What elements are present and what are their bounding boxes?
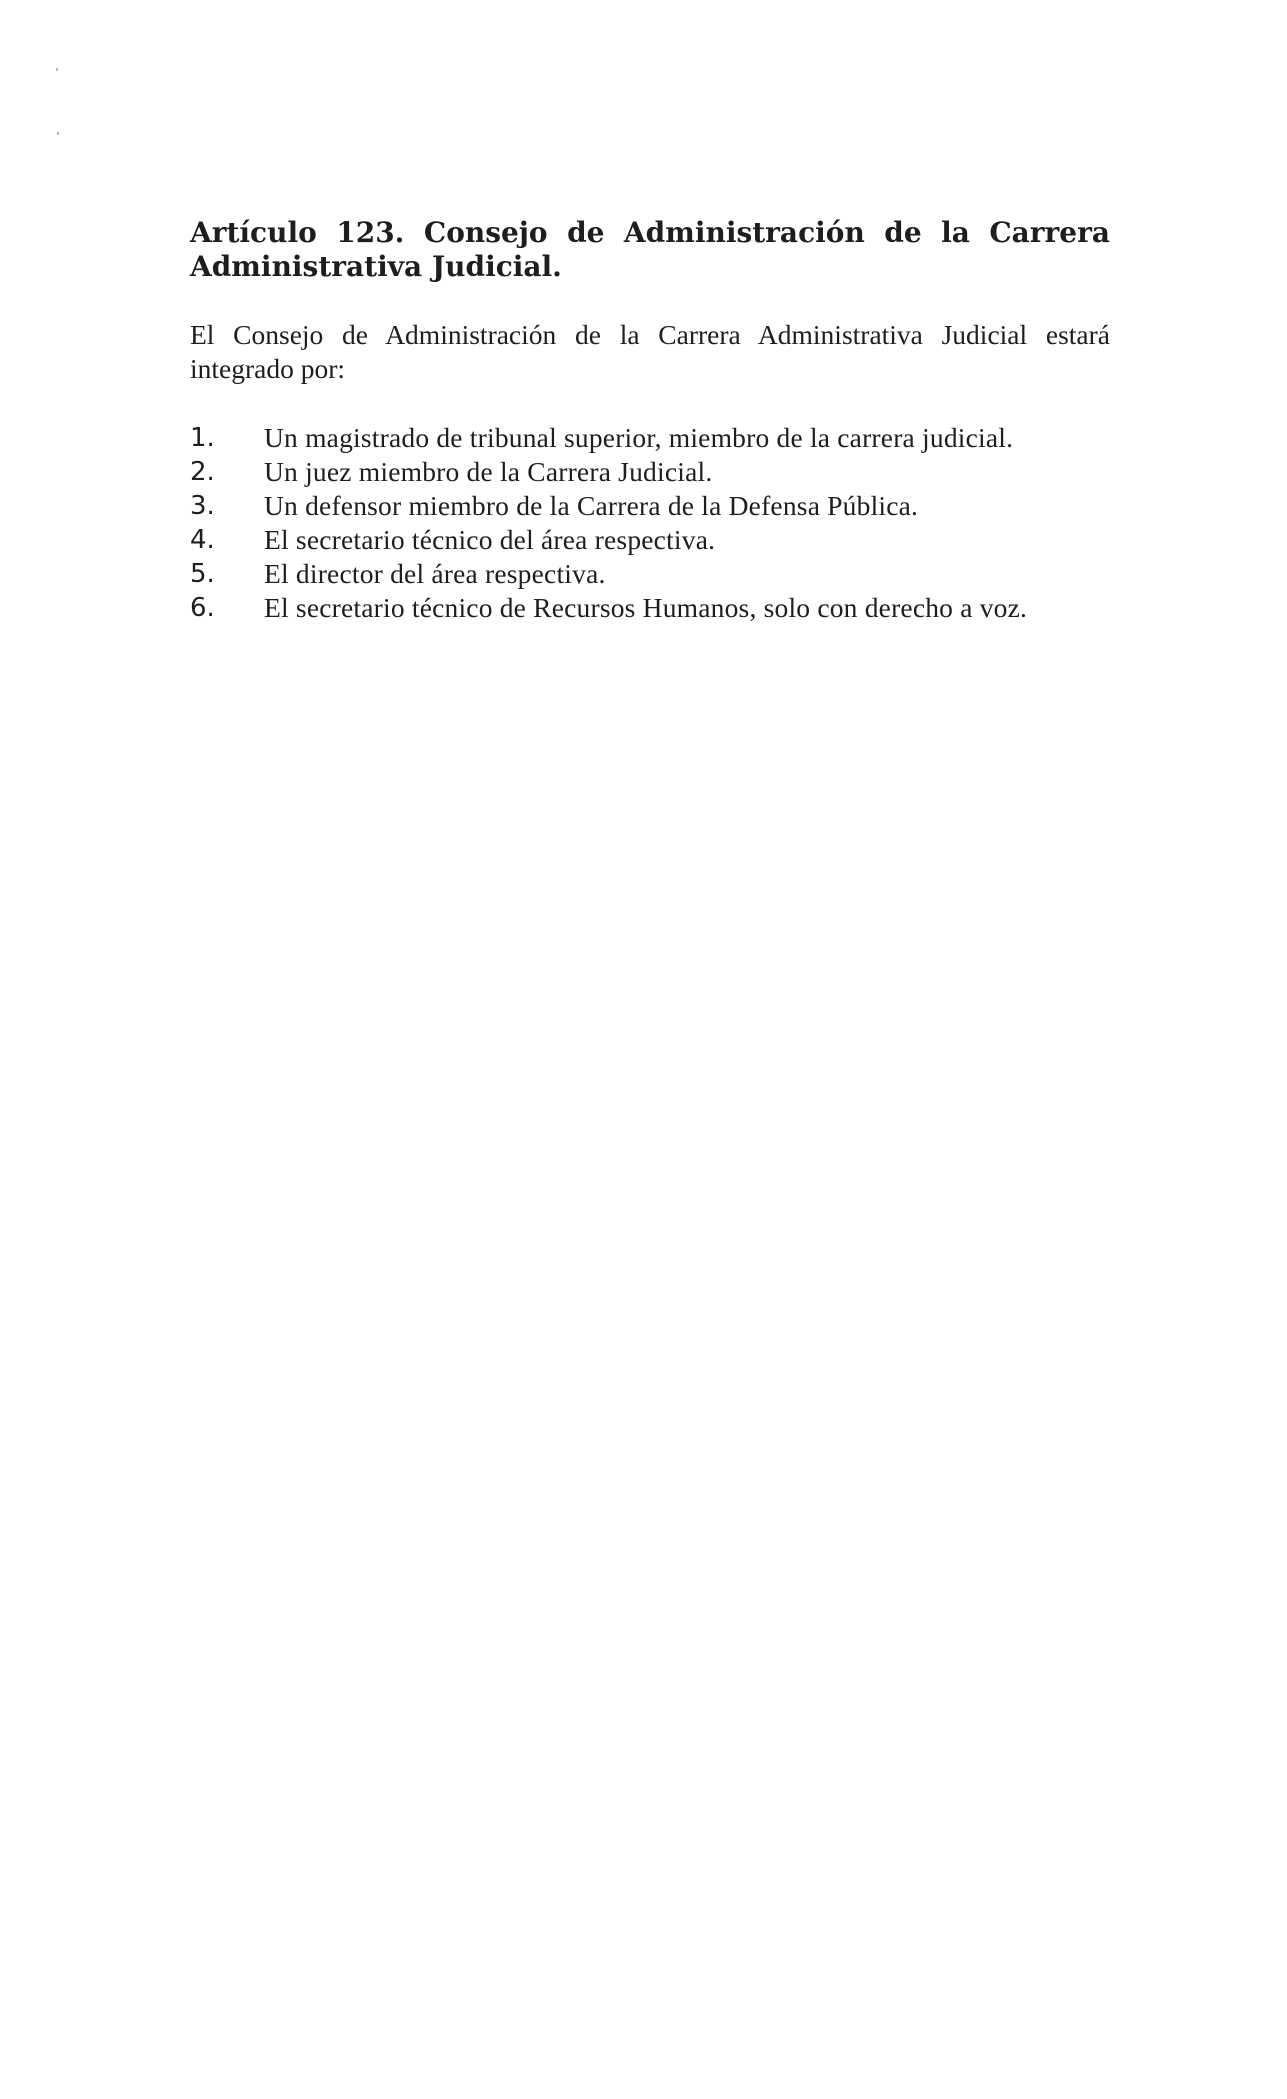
list-item-number: 1. — [190, 423, 215, 453]
article-number: Artículo 123. — [190, 216, 405, 249]
article-title: Consejo de Administración de la Carrera Administrativa Judicial. — [190, 216, 1110, 283]
members-list — [190, 421, 1110, 625]
list-item-text: El secretario técnico de Recursos Humanos, solo con derecho a voz. — [264, 592, 1028, 623]
intro-paragraph: El Consejo de Administración de la Carrera Administrativa Judicial estará integrado por: — [190, 319, 1110, 384]
article-heading — [190, 216, 1110, 284]
list-item-text: Un juez miembro de la Carrera Judicial. — [264, 456, 713, 487]
list-item-number: 5. — [190, 559, 215, 589]
list-item-number: 2. — [190, 457, 215, 487]
scan-speck — [56, 68, 58, 71]
list-item — [190, 421, 1110, 455]
scan-specks — [56, 60, 59, 140]
list-item — [190, 455, 1110, 489]
list-item — [190, 523, 1110, 557]
list-item-text: Un defensor miembro de la Carrera de la Defensa Pública. — [264, 490, 919, 521]
list-item-number: 4. — [190, 525, 215, 555]
list-item-number: 3. — [190, 491, 215, 521]
list-item-text: El secretario técnico del área respectiva. — [264, 524, 716, 555]
list-item-number: 6. — [190, 593, 215, 623]
list-item-text: El director del área respectiva. — [264, 558, 606, 589]
scan-speck — [57, 132, 59, 135]
list-item — [190, 591, 1110, 625]
list-item-text: Un magistrado de tribunal superior, miembro de la carrera judicial. — [264, 422, 1014, 453]
list-item — [190, 489, 1110, 523]
list-item — [190, 557, 1110, 591]
